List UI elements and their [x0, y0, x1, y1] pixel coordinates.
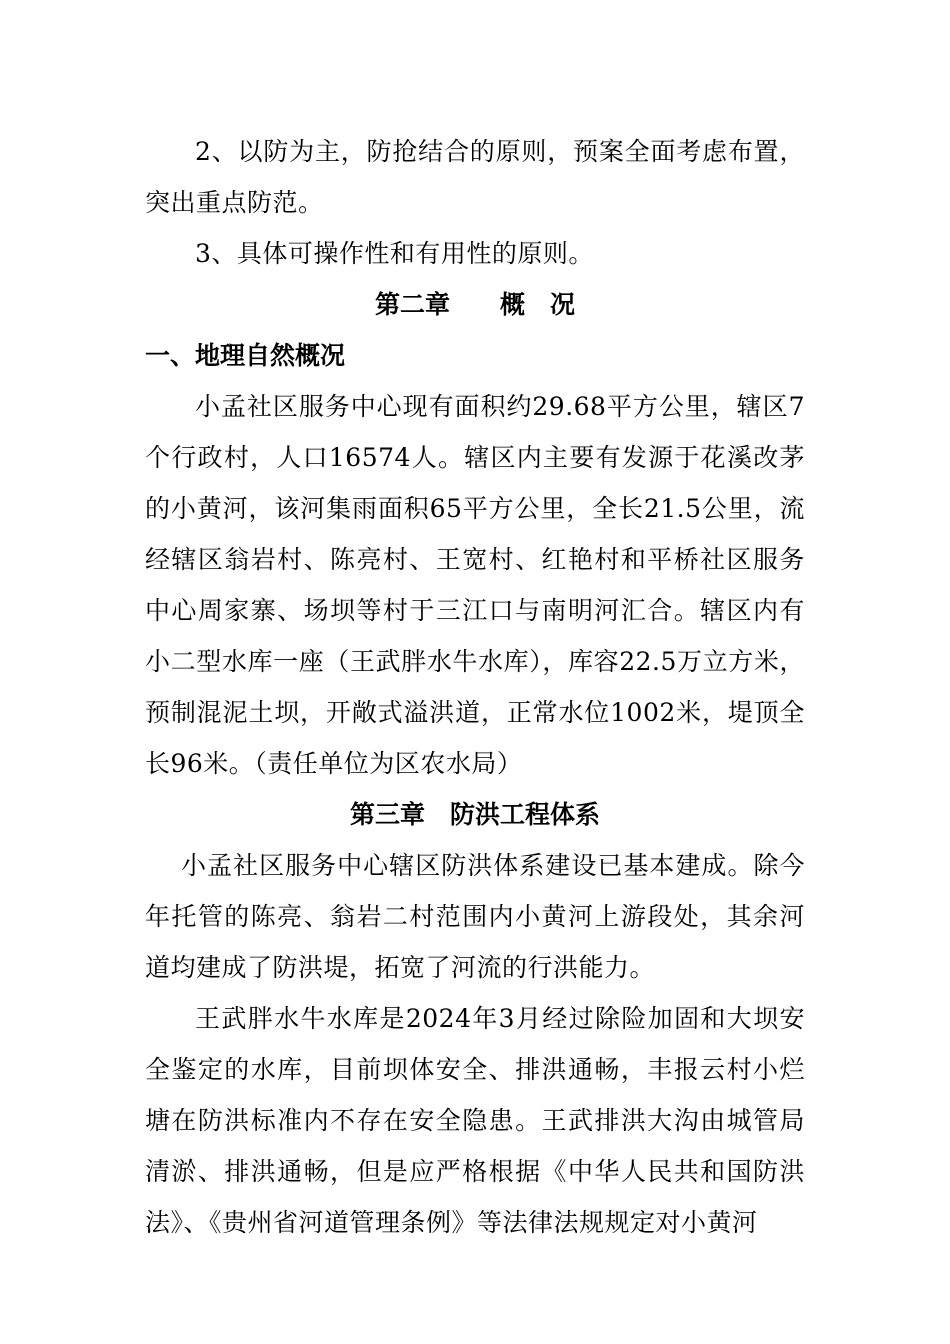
flood-system-paragraph-1: 小孟社区服务中心辖区防洪体系建设已基本建成。除今年托管的陈亮、翁岩二村范围内小黄河上游段处，其余河道均建成了防洪堤，拓宽了河流的行洪能力。: [145, 851, 805, 982]
principle-paragraph-2: 2、以防为主，防抢结合的原则，预案全面考虑布置，突出重点防范。: [145, 137, 805, 217]
chapter-2-title: 第二章 概 况: [374, 290, 575, 319]
document-page: [145, 126, 805, 1248]
chapter-3-title: 第三章 防洪工程体系: [349, 800, 600, 829]
section-geography-title: 一、地理自然概况: [145, 341, 346, 370]
flood-system-paragraph-2: 王武胖水牛水库是2024年3月经过除险加固和大坝安全鉴定的水库，目前坝体安全、排洪通畅，丰报云村小烂塘在防洪标准内不存在安全隐患。王武排洪大沟由城管局清淤、排洪通畅，但是应严格根据《中华人民共和国防洪法》、《贵州省河道管理条例》等法律法规规定对小黄河: [145, 1004, 805, 1237]
geography-paragraph: 小孟社区服务中心现有面积约29.68平方公里，辖区7个行政村，人口16574人。辖区内主要有发源于花溪改茅的小黄河，该河集雨面积65平方公里，全长21.5公里，流经辖区翁岩村、陈亮村、王宽村、红艳村和平桥社区服务中心周家寨、场坝等村于三江口与南明河汇合。辖区内有小二型水库一座（王武胖水牛水库），库容22.5万立方米，预制混泥土坝，开敞式溢洪道，正常水位1002米，堤顶全长96米。（责任单位为区农水局）: [145, 392, 805, 778]
principle-paragraph-3: 3、具体可操作性和有用性的原则。: [195, 239, 594, 268]
